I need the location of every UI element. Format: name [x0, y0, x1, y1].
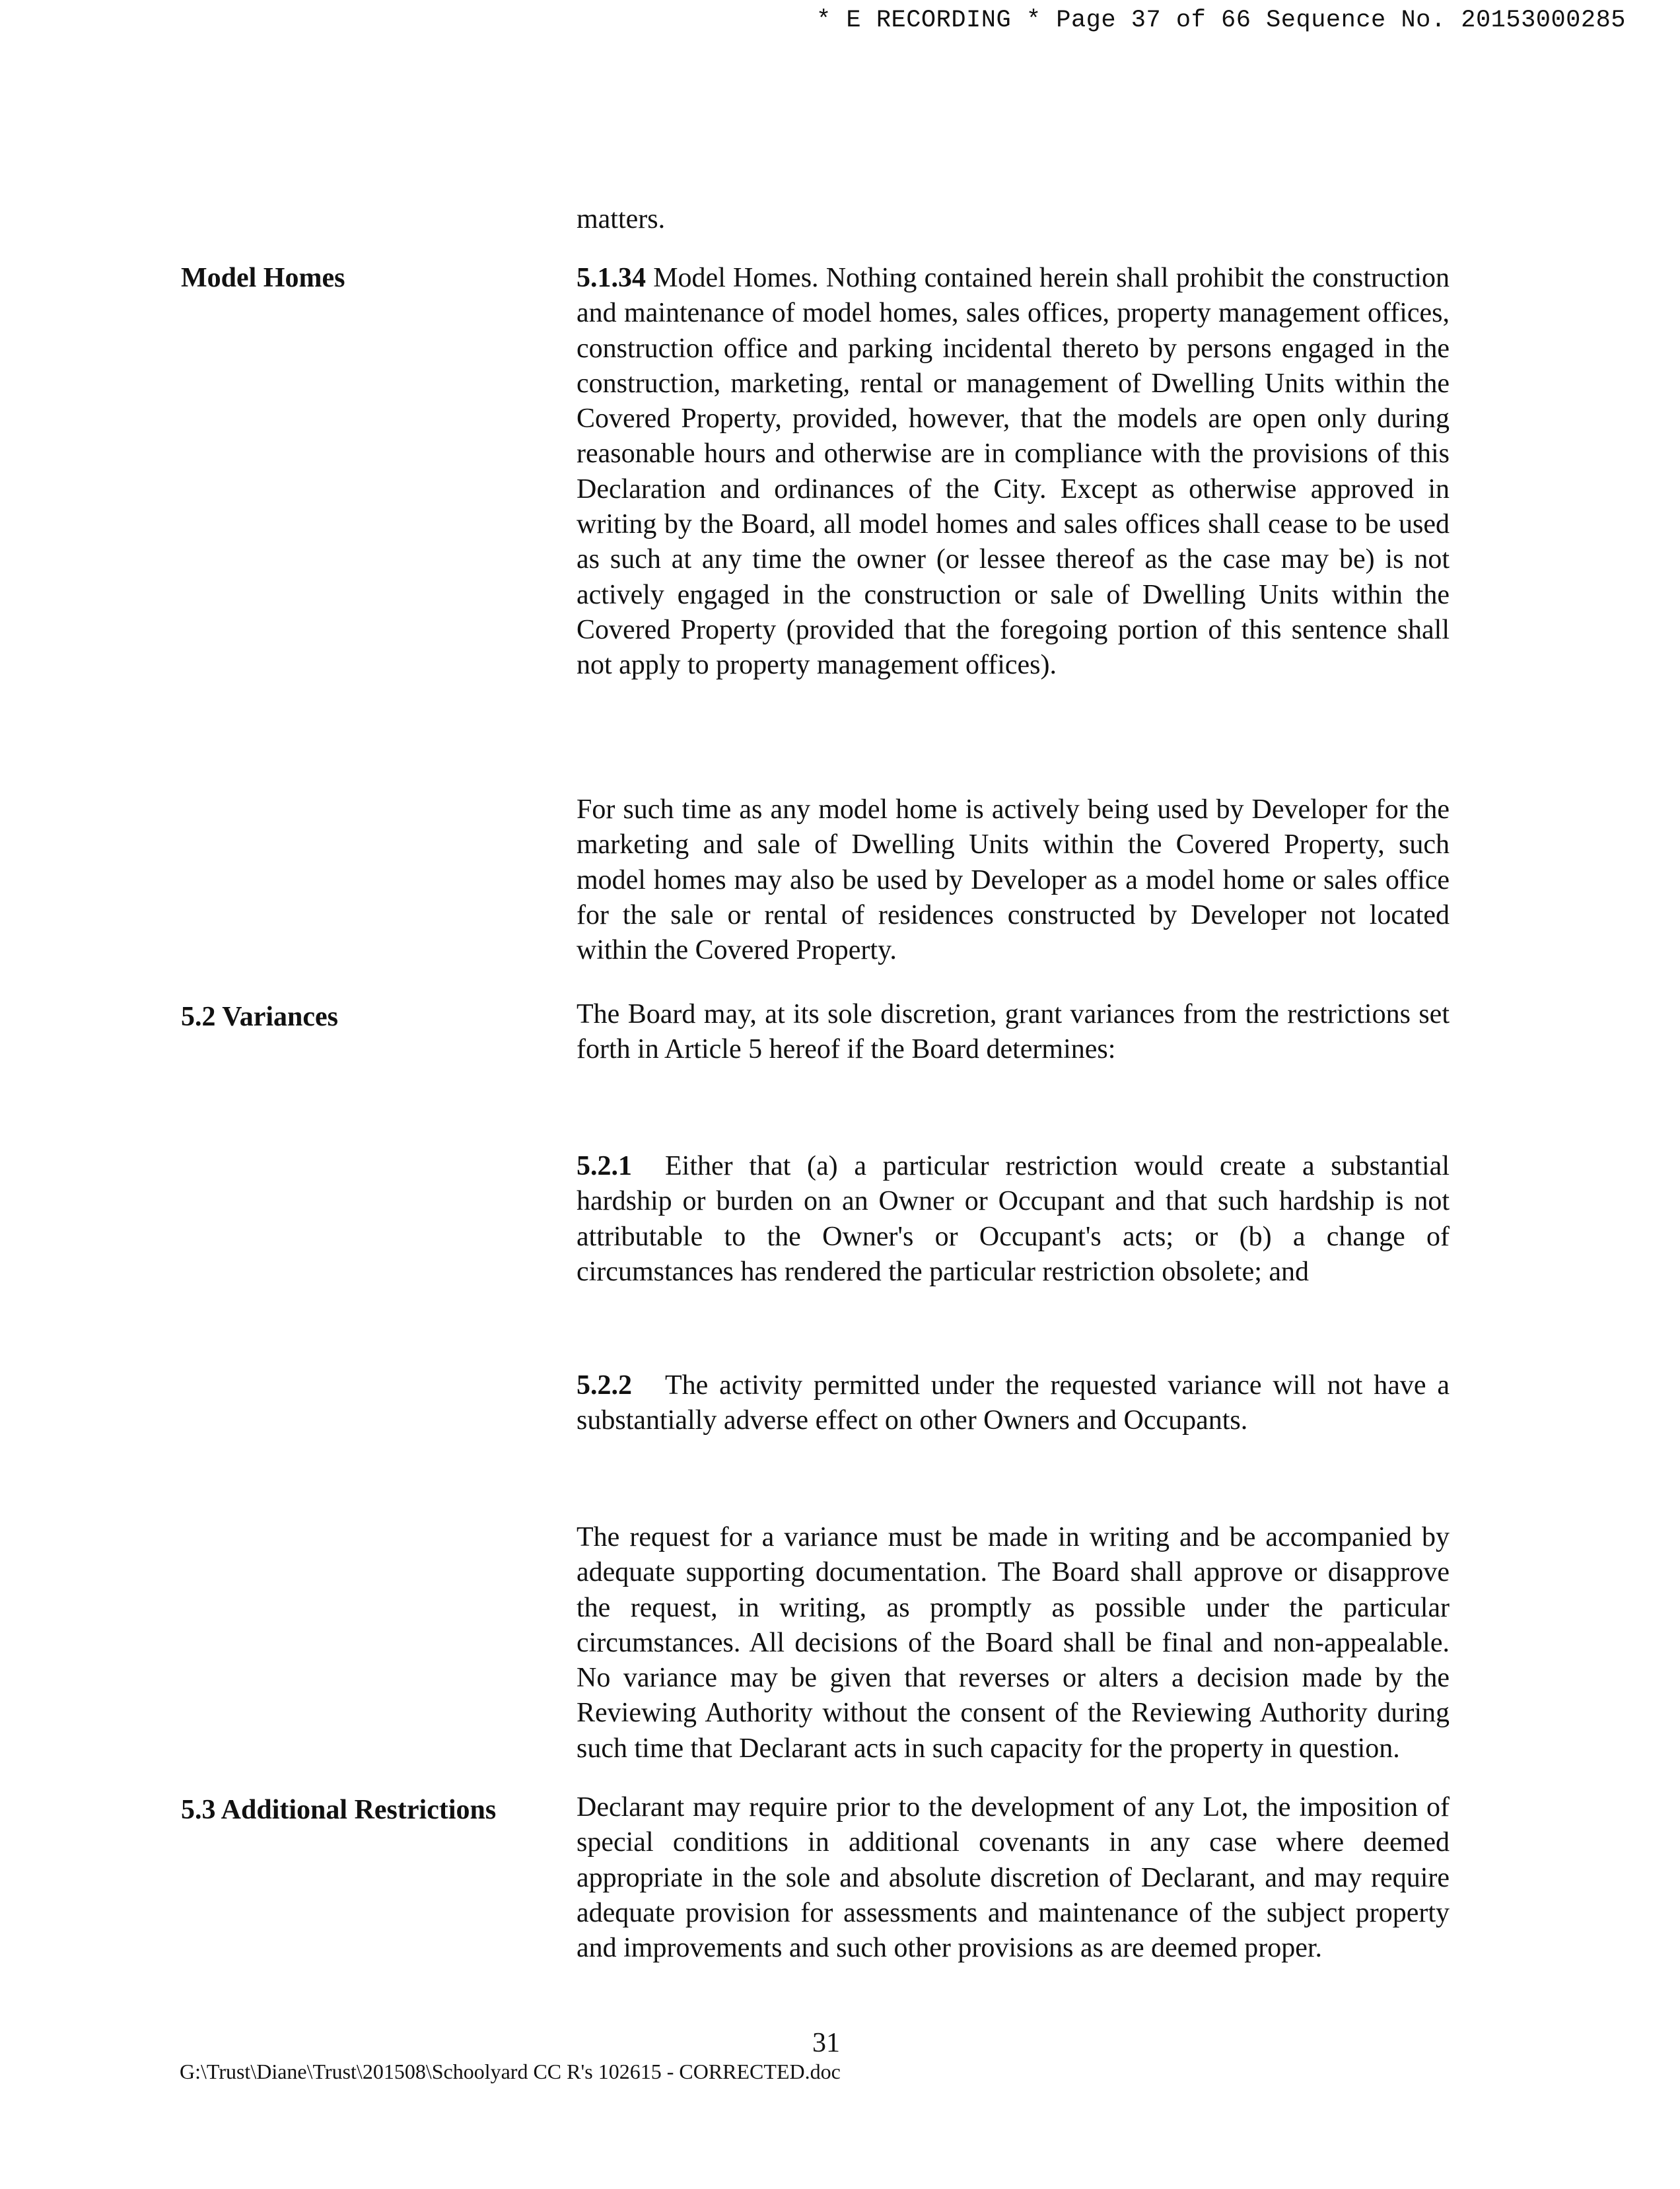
continued-paragraph — [577, 202, 1450, 237]
paragraph-text: Either that (a) a particular restriction would create a substantial hardship or burden on an Owner or Occupant and that such hardship is not attributable to the Owner's or Occupant's acts; or (b) a change of circumstances has rendered the particular restriction obsolete; and — [577, 1151, 1450, 1287]
page-number: 31 — [812, 2028, 840, 2058]
paragraph-text: The request for a variance must be made in writing and be accompanied by adequate supporting documentation. The Board shall approve or disapprove the request, in writing, as promptly as possible under the particular circumstances. All decisions of the Board shall be final and non-appealable. No variance may be given that reverses or alters a decision made by the Reviewing Authority without the consent of the Reviewing Authority during such time that Declarant acts in such capacity for the property in question. — [577, 1522, 1450, 1764]
model-home-usage-paragraph — [577, 792, 1450, 968]
additional-restrictions-paragraph — [577, 1790, 1450, 1966]
section-5-1-34-paragraph — [577, 261, 1450, 683]
paragraph-text: matters. — [577, 204, 666, 234]
section-5-2-2-paragraph — [577, 1368, 1450, 1439]
paragraph-text: The Board may, at its sole discretion, grant variances from the restrictions set forth in Article 5 hereof if the Board determines: — [577, 999, 1450, 1065]
paragraph-text: Model Homes. Nothing contained herein shall prohibit the construction and maintenance of model homes, sales offices, property management offices, construction office and parking incidental thereto by persons engaged in the construction, marketing, rental or management of Dwelling Units within the Covered Property, provided, however, that the models are open only during reasonable hours and otherwise are in compliance with the provisions of this Declaration and ordinances of the City. Except as otherwise approved in writing by the Board, all model homes and sales offices shall cease to be used as such at any time the owner (or lessee thereof as the case may be) is not actively engaged in the construction or sale of Dwelling Units within the Covered Property (provided that the foregoing portion of this sentence shall not apply to property management offices). — [577, 263, 1450, 681]
section-number: 5.2.2 — [577, 1370, 632, 1401]
section-number: 5.2.1 — [577, 1151, 632, 1181]
paragraph-text: The activity permitted under the requested variance will not have a substantially adverse effect on other Owners and Occupants. — [577, 1370, 1450, 1436]
section-5-2-1-paragraph — [577, 1149, 1450, 1290]
footer-file-path: G:\Trust\Diane\Trust\201508\Schoolyard CC R's 102615 - CORRECTED.doc — [180, 2060, 841, 2083]
paragraph-text: Declarant may require prior to the development of any Lot, the imposition of special conditions in additional covenants in any case where deemed appropriate in the sole and absolute discretion of Declarant, and may require adequate provision for assessments and maintenance of the subject property and improvements and such other provisions as are deemed proper. — [577, 1792, 1450, 1964]
variances-intro-paragraph — [577, 997, 1450, 1068]
margin-heading-model-homes: Model Homes — [181, 263, 345, 293]
variance-request-paragraph — [577, 1520, 1450, 1766]
recording-stamp-header: * E RECORDING * Page 37 of 66 Sequence No. 20153000285 — [816, 7, 1626, 34]
paragraph-text: For such time as any model home is actively being used by Developer for the marketing and sale of Dwelling Units within the Covered Property, such model homes may also be used by Developer as a model home or sales office for the sale or rental of residences constructed by Developer not located within the Covered Property. — [577, 794, 1450, 966]
margin-heading-additional-restrictions: 5.3 Additional Restrictions — [181, 1795, 497, 1825]
margin-heading-variances: 5.2 Variances — [181, 1002, 339, 1032]
section-number: 5.1.34 — [577, 263, 646, 293]
